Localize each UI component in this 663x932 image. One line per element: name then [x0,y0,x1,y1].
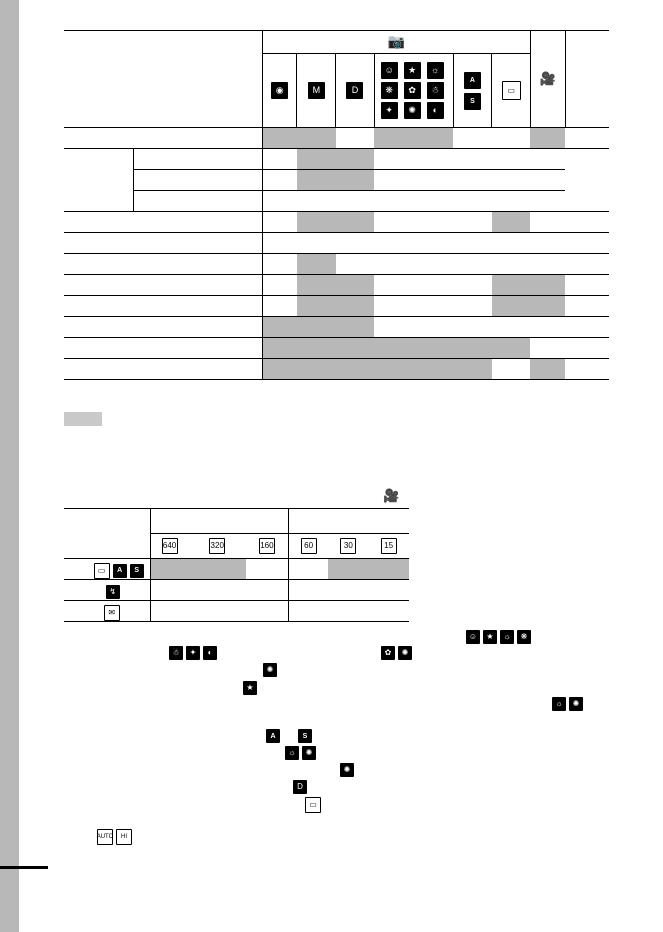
iso-hi-icon: HI [116,829,132,845]
page-footer-rule [0,866,48,869]
note-marker [64,412,102,426]
table-row [64,559,409,580]
table-row [64,191,609,212]
table-row [64,296,609,317]
scene-icon-group-2: ☃ ✦ ◐ [169,646,217,660]
digital-macro-icon: D [346,82,363,99]
table-row [64,275,609,296]
stitch-icon-pair: A S [266,729,312,743]
manual-mode-icon: M [308,82,325,99]
scene-modes-icon: ☺ ★ ☼ ❋ ✿ ☃ ✦ ✺ ◐ [375,62,453,119]
compact-movie-icon: ✉ [104,605,120,621]
table-row [64,338,609,359]
table-row [64,601,409,622]
table-row [64,149,609,170]
iso-auto-icon: AUTO [97,829,113,845]
movie-frame-icon: ▭ [502,81,521,100]
auto-mode-icon: ◉ [271,82,288,99]
standard-movie-icon: ▭ A S [94,563,144,579]
scene-icon-group-4: ☼ ✺ [552,697,583,711]
framerate-30-icon: 30 [340,538,356,554]
resolution-640-icon: 640 [162,538,178,554]
table-row [64,233,609,254]
digital-macro-icon: D [293,780,307,794]
fast-frame-icon: ↯ [106,585,120,599]
movie-icon: 🎥 [539,71,556,86]
fireworks-icon: ✺ [263,663,277,677]
page-edge-gray-band [0,0,19,932]
framerate-15-icon: 15 [381,538,397,554]
fireworks-icon: ✺ [340,763,354,777]
scene-icon-group-5: ☼ ✺ [285,746,316,760]
movie-icon: 🎥 [383,488,400,503]
camera-icon: 📷 [387,33,406,49]
table-row [64,317,609,338]
table-row [64,128,609,149]
iso-icons [97,829,132,845]
resolution-160-icon: 160 [259,538,275,554]
stitch-assist-icon: A S [454,72,492,110]
kids-pets-icon: ★ [243,681,257,695]
table-row [64,254,609,275]
function-availability-table [64,30,609,380]
framerate-60-icon: 60 [301,538,317,554]
scene-icon-group-3: ✿ ✺ [381,646,412,660]
movie-settings-table [64,508,409,622]
scene-icon-group-1: ☺ ★ ☼ ❋ [466,630,531,644]
table-row [64,580,409,601]
table-row [64,170,609,191]
standard-movie-icon: ▭ [305,797,321,813]
resolution-320-icon: 320 [209,538,225,554]
table-row [64,359,609,380]
table-row [64,212,609,233]
